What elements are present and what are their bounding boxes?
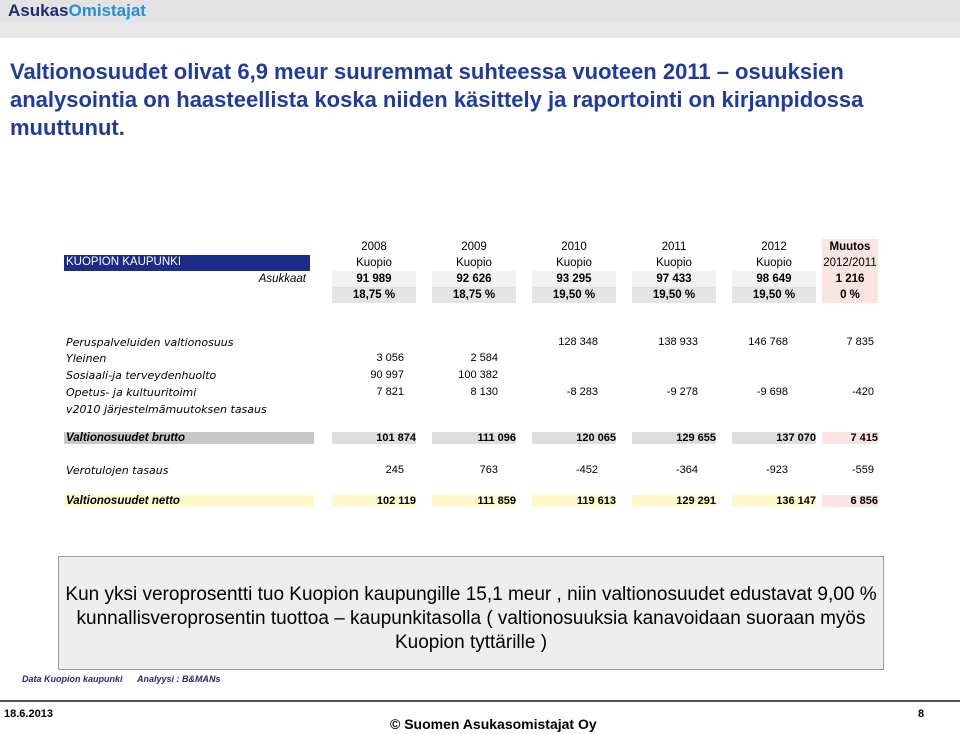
row-label: Verotulojen tasaus [66,464,169,477]
top-band [0,22,960,38]
row-value: 102 119 [332,495,416,507]
row-value: 7 821 [376,386,404,398]
header-pct-3: 19,50 % [632,287,716,303]
header-pct-1: 18,75 % [432,287,516,303]
row-value: 129 655 [632,432,716,444]
row-value: 6 856 [822,495,878,507]
row-value: -9 698 [756,386,788,398]
header-city-0: Kuopio [356,257,392,269]
header-year-3: 2011 [661,241,687,253]
source-data: Data Kuopion kaupunki [22,674,123,684]
row-value: 128 348 [558,336,598,348]
header-pop-5: 1 216 [822,271,878,287]
brand-logo [8,0,146,22]
header-pop-0: 91 989 [332,271,416,287]
header-pop-3: 97 433 [632,271,716,287]
header-city-4: Kuopio [756,257,792,269]
row-value: 7 835 [846,336,874,348]
slide-title: Valtionosuudet olivat 6,9 meur suuremmat suhteessa vuoteen 2011 – osuuksien analysointia on haasteellista koska niiden käsittely ja raportointi on kirjanpidossa muuttunut. [10,59,864,140]
header-year-4: 2012 [761,241,787,253]
org-label: KUOPION KAUPUNKI [66,256,182,268]
header-pct-2: 19,50 % [532,287,616,303]
row-value: 136 147 [732,495,816,507]
row-label: Peruspalveluiden valtionosuus [66,336,234,349]
header-city-2: Kuopio [556,257,592,269]
header-year-0: 2008 [361,241,387,253]
header-year-2: 2010 [561,241,587,253]
header-pct-4: 19,50 % [732,287,816,303]
row-value: 120 065 [532,432,616,444]
header-city-3: Kuopio [656,257,692,269]
row-value: 111 859 [432,495,516,507]
row-value: -420 [851,386,874,398]
callout-box [58,556,884,670]
asukkaat-label: Asukkaat [258,273,306,285]
row-value: -9 278 [666,386,698,398]
header-pop-1: 92 626 [432,271,516,287]
header-pop-2: 93 295 [532,271,616,287]
row-value: 100 382 [458,369,498,381]
header-pct-0: 18,75 % [332,287,416,303]
row-value: -452 [575,464,598,476]
row-value: 101 874 [332,432,416,444]
row-label: Sosiaali-ja terveydenhuolto [66,369,217,382]
header-year-5: Muutos [822,239,878,255]
footer-copyright: © Suomen Asukasomistajat Oy [390,716,597,732]
row-value: 129 291 [632,495,716,507]
brand-bar [0,0,960,22]
row-value: 119 613 [532,495,616,507]
row-label: Opetus- ja kultuuritoimi [66,386,197,399]
footer-page: 8 [918,708,925,720]
header-pop-4: 98 649 [732,271,816,287]
row-label: Valtionosuudet brutto [64,432,314,444]
row-value: -364 [675,464,698,476]
row-value: 245 [385,464,404,476]
header-year-1: 2009 [461,241,487,253]
row-value: 138 933 [658,336,698,348]
row-value: 3 056 [376,352,404,364]
footer-date: 18.6.2013 [4,708,53,720]
footer-divider [0,700,960,702]
row-value: 2 584 [470,352,498,364]
row-value: 146 768 [748,336,788,348]
brand-part1: Asukas [8,1,69,20]
source-analysis: Analyysi : B&MANs [137,674,221,684]
brand-part2: Omistajat [68,1,146,20]
row-value: 111 096 [432,432,516,444]
row-label: Yleinen [66,352,107,365]
header-pct-5: 0 % [822,287,878,303]
row-value: -923 [765,464,788,476]
row-value: -8 283 [566,386,598,398]
row-label: Valtionosuudet netto [64,495,314,507]
row-value: 137 070 [732,432,816,444]
row-value: 763 [479,464,498,476]
row-value: -559 [851,464,874,476]
row-value: 8 130 [470,386,498,398]
row-value: 7 415 [822,432,878,444]
header-city-5: 2012/2011 [823,257,877,269]
row-value: 90 997 [370,369,404,381]
header-city-1: Kuopio [456,257,492,269]
row-label: v2010 järjestelmämuutoksen tasaus [66,403,267,416]
callout-text: Kun yksi veroprosentti tuo Kuopion kaupungille 15,1 meur , niin valtionosuudet edustavat 9,00 % kunnallisveroprosentin tuottoa – kaupunkitasolla ( valtionosuuksia kanavoidaan suoraan myös Kuopion tyttärille ) [65,584,877,653]
org-header-bar [64,255,310,271]
